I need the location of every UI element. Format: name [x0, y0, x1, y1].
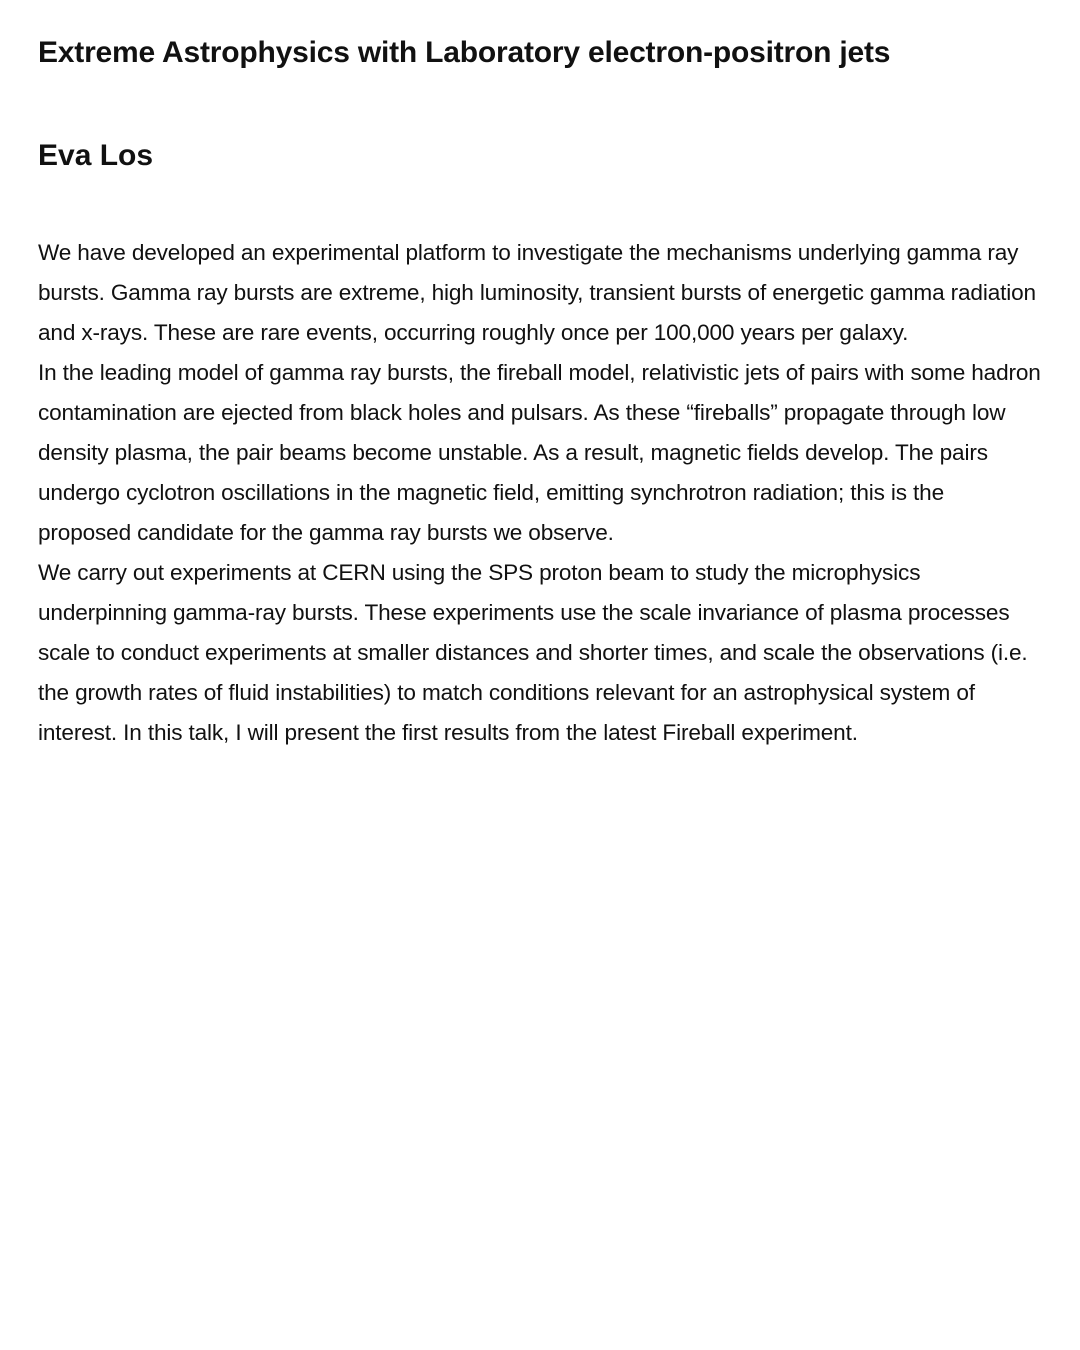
abstract-paragraph-2: In the leading model of gamma ray bursts, the fireball model, relativistic jets of pairs with some hadron contamination are ejected from black holes and pulsars. As these “fireballs” propagate through low density plasma, the pair beams become unstable. As a result, magnetic fields develop. The pairs undergo cyclotron oscillations in the magnetic field, emitting synchrotron radiation; this is the proposed candidate for the gamma ray bursts we observe. — [38, 360, 1041, 545]
abstract-paragraph-3: We carry out experiments at CERN using the SPS proton beam to study the microphysics underpinning gamma-ray bursts. These experiments use the scale invariance of plasma processes scale to conduct experiments at smaller distances and shorter times, and scale the observations (i.e. the growth rates of fluid instabilities) to match conditions relevant for an astrophysical system of interest. In this talk, I will present the first results from the latest Fireball experiment. — [38, 560, 1028, 745]
document-title: Extreme Astrophysics with Laboratory electron-positron jets — [38, 36, 891, 69]
author-name: Eva Los — [38, 139, 154, 172]
abstract-body — [38, 233, 1043, 753]
abstract-paragraph-1: We have developed an experimental platform to investigate the mechanisms underlying gamma ray bursts. Gamma ray bursts are extreme, high luminosity, transient bursts of energetic gamma radiation and x-rays. These are rare events, occurring roughly once per 100,000 years per galaxy. — [38, 240, 1036, 345]
